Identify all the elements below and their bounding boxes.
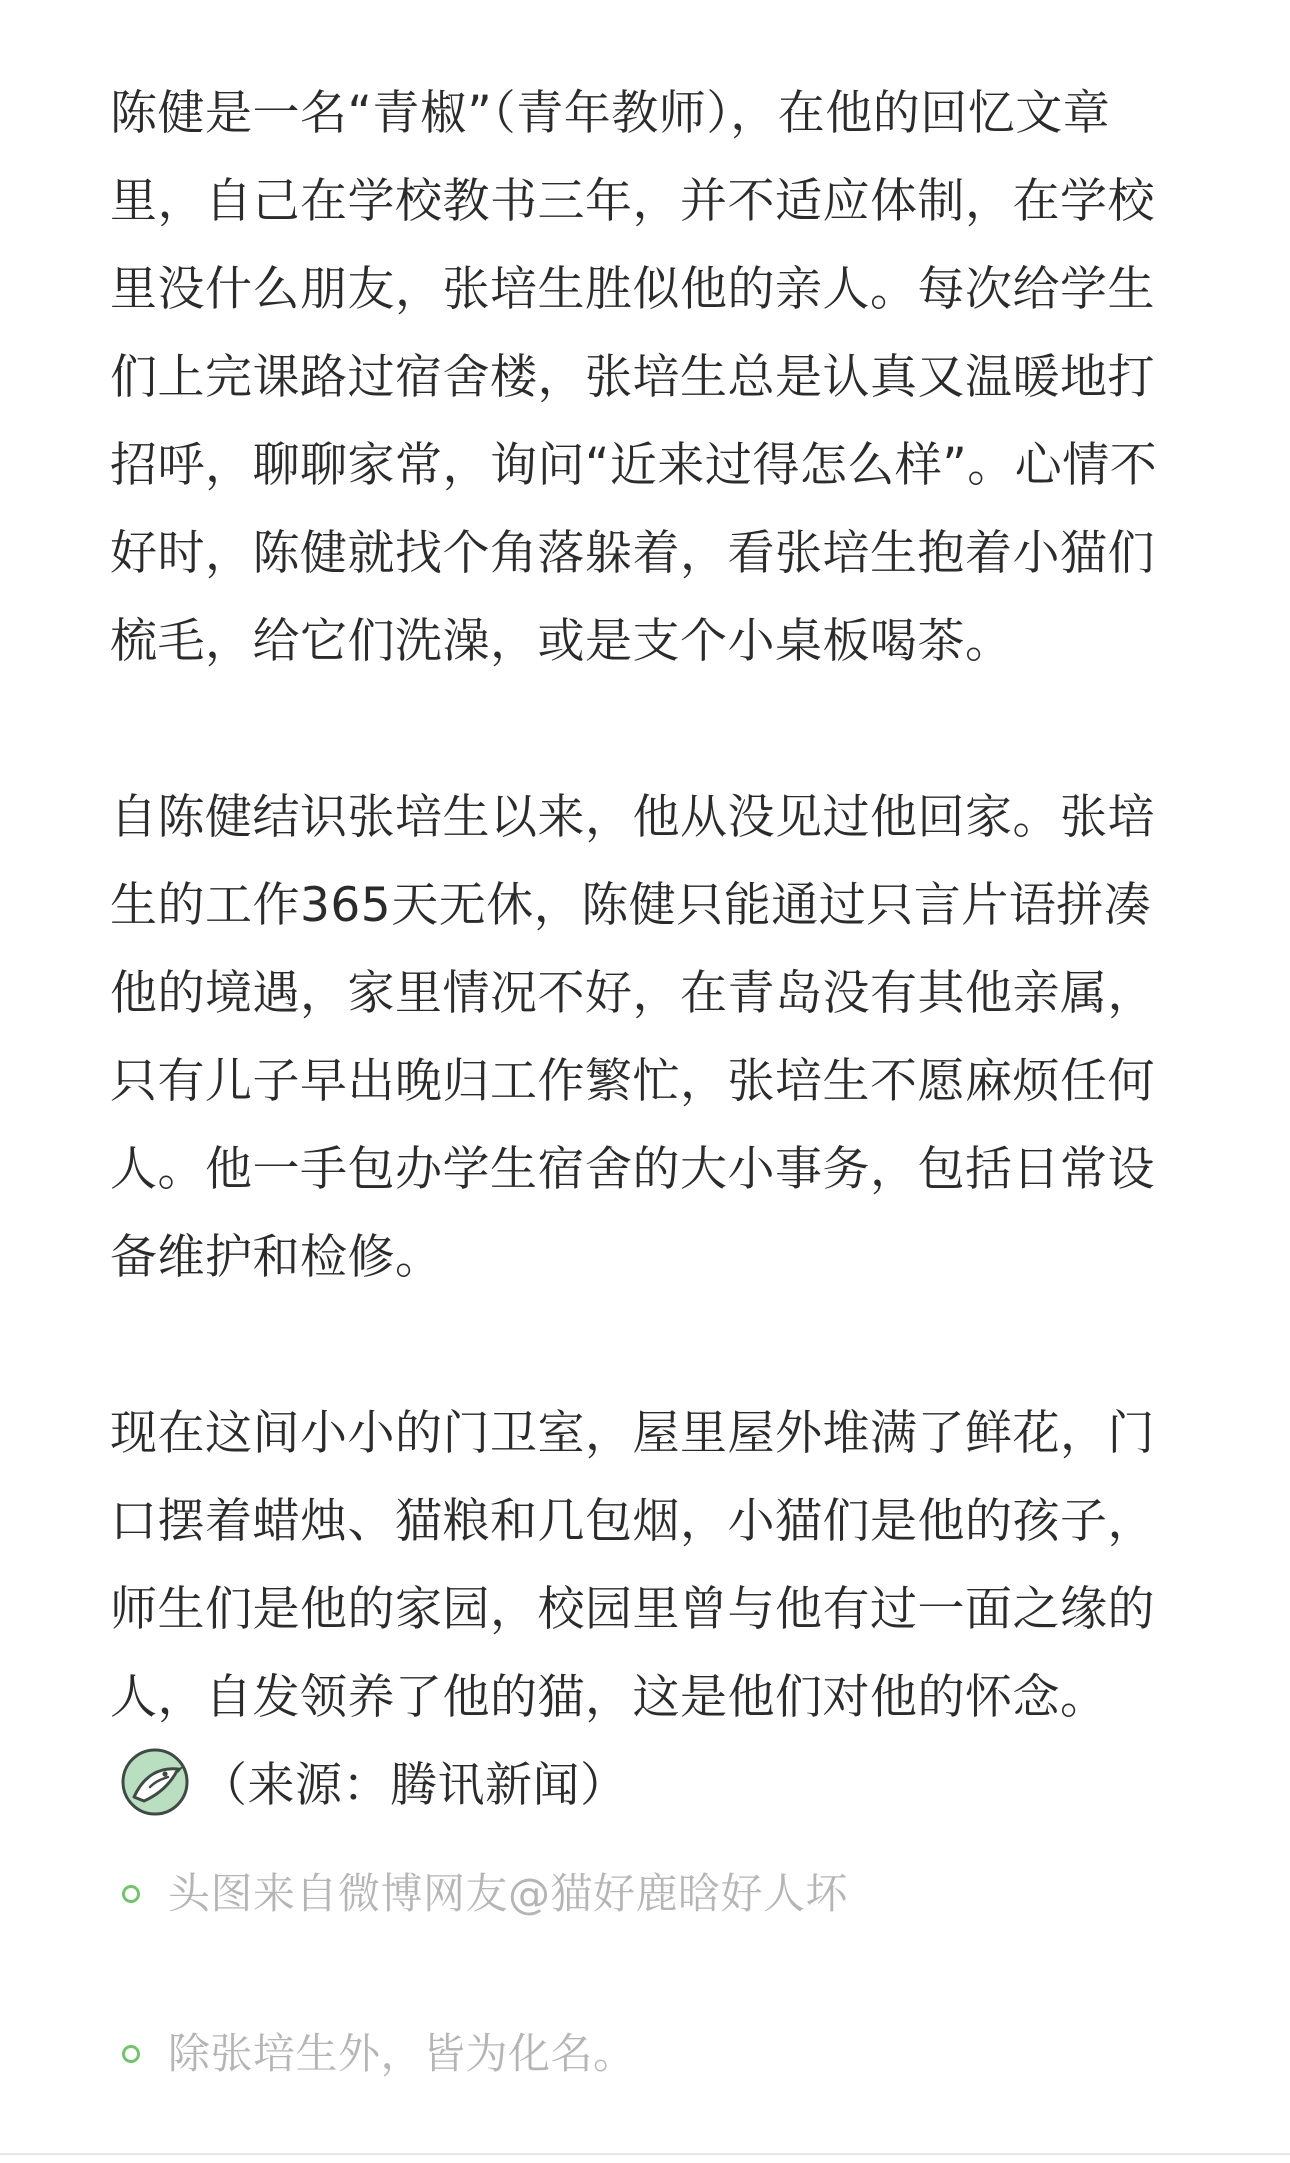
paragraph-3	[110, 1390, 1185, 1830]
footnote-text: 除张培生外，皆为化名。	[168, 2029, 636, 2078]
footnote-item	[110, 1850, 1185, 1938]
footnote-text: 头图来自微博网友@猫好鹿晗好人坏	[168, 1869, 849, 1918]
bird-emoji-icon	[120, 1747, 190, 1817]
footnotes-list	[110, 1850, 1185, 2098]
paragraph-1-text: 陈健是一名“青椒”（青年教师），在他的回忆文章里，自己在学校教书三年，并不适应体制，在学校里没什么朋友，张培生胜似他的亲人。每次给学生们上完课路过宿舍楼，张培生总是认真又温暖地打招呼，聊聊家常，询问“近来过得怎么样”。心情不好时，陈健就找个角落躲着，看张培生抱着小猫们梳毛，给它们洗澡，或是支个小桌板喝茶。	[110, 86, 1158, 669]
article-body	[110, 70, 1185, 1830]
paragraph-3-text: 现在这间小小的门卫室，屋里屋外堆满了鲜花，门口摆着蜡烛、猫粮和几包烟，小猫们是他的孩子，师生们是他的家园，校园里曾与他有过一面之缘的人，自发领养了他的猫，这是他们对他的怀念。	[110, 1406, 1155, 1725]
bottom-divider	[0, 2153, 1290, 2155]
bullet-circle-icon	[122, 1885, 140, 1903]
paragraph-2	[110, 774, 1185, 1302]
bullet-circle-icon	[122, 2045, 140, 2063]
paragraph-1	[110, 70, 1185, 686]
footnote-item	[110, 2010, 1185, 2098]
paragraph-2-text: 自陈健结识张培生以来，他从没见过他回家。张培生的工作365天无休，陈健只能通过只言片语拼凑他的境遇，家里情况不好，在青岛没有其他亲属，只有儿子早出晚归工作繁忙，张培生不愿麻烦任何人。他一手包办学生宿舍的大小事务，包括日常设备维护和检修。	[110, 790, 1155, 1285]
source-credit: （来源：腾讯新闻）	[200, 1758, 628, 1813]
